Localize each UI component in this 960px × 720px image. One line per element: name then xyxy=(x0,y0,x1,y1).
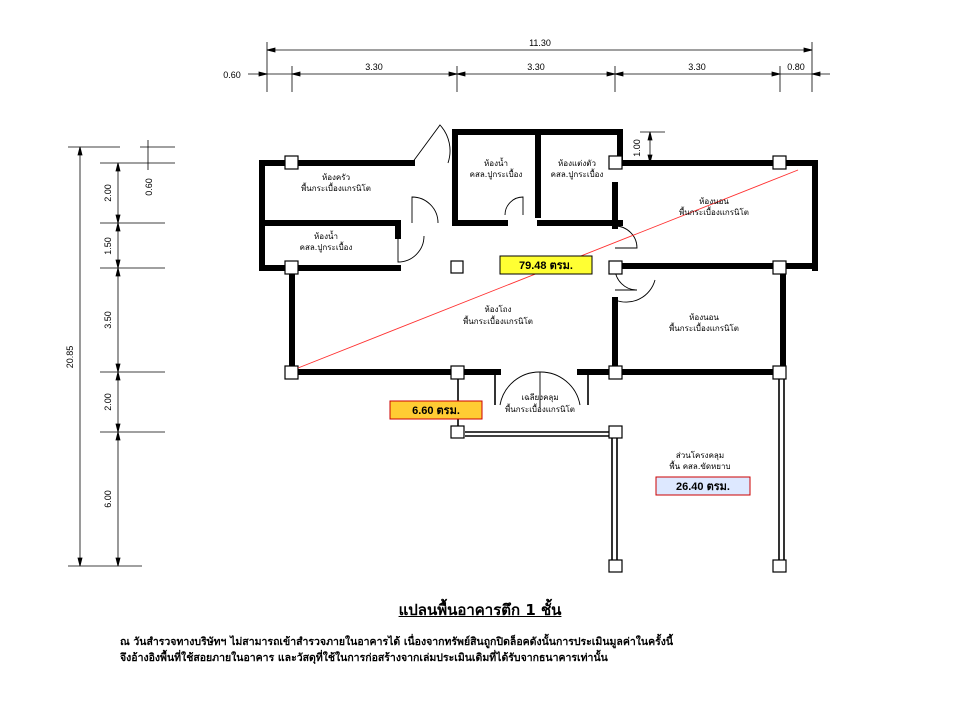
walls xyxy=(262,132,815,372)
dim-top-seg1: 3.30 xyxy=(365,62,383,72)
dim-top-seg3: 3.30 xyxy=(688,62,706,72)
room-bed2-name: ห้องนอน xyxy=(689,313,719,322)
area-porch-text: 6.60 ตรม. xyxy=(412,405,460,417)
dim-notch: 1.00 xyxy=(632,139,642,157)
area-badge-carport xyxy=(656,477,750,495)
room-bath1-name: ห้องน้ำ xyxy=(314,232,338,241)
dim-left-seg3: 3.50 xyxy=(103,311,113,329)
dim-left-small: 0.60 xyxy=(144,178,154,196)
dim-left-seg4: 2.00 xyxy=(103,393,113,411)
dim-left-seg1: 2.00 xyxy=(103,184,113,202)
room-dress-name: ห้องแต่งตัว xyxy=(558,159,596,168)
room-hall-name: ห้องโถง xyxy=(484,305,512,314)
columns xyxy=(285,156,786,572)
room-porch-floor: พื้นกระเบื้องแกรนิโต xyxy=(505,405,575,414)
area-badge-main xyxy=(500,256,592,274)
area-badge-porch xyxy=(390,401,482,419)
survey-note xyxy=(120,634,900,666)
notch-dimension xyxy=(640,132,665,163)
room-bed2-floor: พื้นกระเบื้องแกรนิโต xyxy=(669,324,739,333)
dim-top-total: 11.30 xyxy=(529,38,551,48)
room-bath2-floor: คสล.ปูกระเบื้อง xyxy=(469,170,523,179)
room-porch-name: เฉลียงคลุม xyxy=(521,393,559,402)
survey-note-line2: จึงอ้างอิงพื้นที่ใช้สอยภายในอาคาร และวัสดุที่ใช้ในการก่อสร้างจากเล่มประเมินเดิมที่ได้รับจากธนาคารเท่านั้น xyxy=(120,652,608,664)
dim-top-right-offset: 0.80 xyxy=(787,62,805,72)
room-carport-floor: พื้น คสล.ขัดหยาบ xyxy=(669,462,731,471)
room-carport-name: ส่วนโครงคลุม xyxy=(675,451,725,460)
room-bath1-floor: คสล.ปูกระเบื้อง xyxy=(299,243,353,252)
room-bath2-name: ห้องน้ำ xyxy=(484,159,508,168)
room-dress-floor: คสล.ปูกระเบื้อง xyxy=(550,170,604,179)
dim-left-total: 20.85 xyxy=(65,345,75,369)
thin-walls xyxy=(458,372,784,566)
survey-note-line1: ณ วันสำรวจทางบริษัทฯ ไม่สามารถเข้าสำรวจภายในอาคารได้ เนื่องจากทรัพย์สินถูกปิดล็อคดังนั้นการประเมินมูลค่าในครั้งนี้ xyxy=(120,636,674,648)
dim-top-left-offset: 0.60 xyxy=(223,70,241,80)
plan-title: แปลนพื้นอาคารตึก 1 ชั้น xyxy=(398,601,562,619)
dim-top-seg2: 3.30 xyxy=(527,62,545,72)
dim-left-seg2: 1.50 xyxy=(103,237,113,255)
left-dimensions xyxy=(68,140,175,566)
room-hall-floor: พื้นกระเบื้องแกรนิโต xyxy=(463,317,533,326)
room-bed1-name: ห้องนอน xyxy=(699,197,729,206)
room-kitchen-floor: พื้นกระเบื้องแกรนิโต xyxy=(301,184,371,193)
area-main-text: 79.48 ตรม. xyxy=(519,260,573,272)
dim-left-seg5: 6.00 xyxy=(103,490,113,508)
room-kitchen-name: ห้องครัว xyxy=(321,173,351,182)
area-carport-text: 26.40 ตรม. xyxy=(676,481,730,493)
room-bed1-floor: พื้นกระเบื้องแกรนิโต xyxy=(679,208,749,217)
